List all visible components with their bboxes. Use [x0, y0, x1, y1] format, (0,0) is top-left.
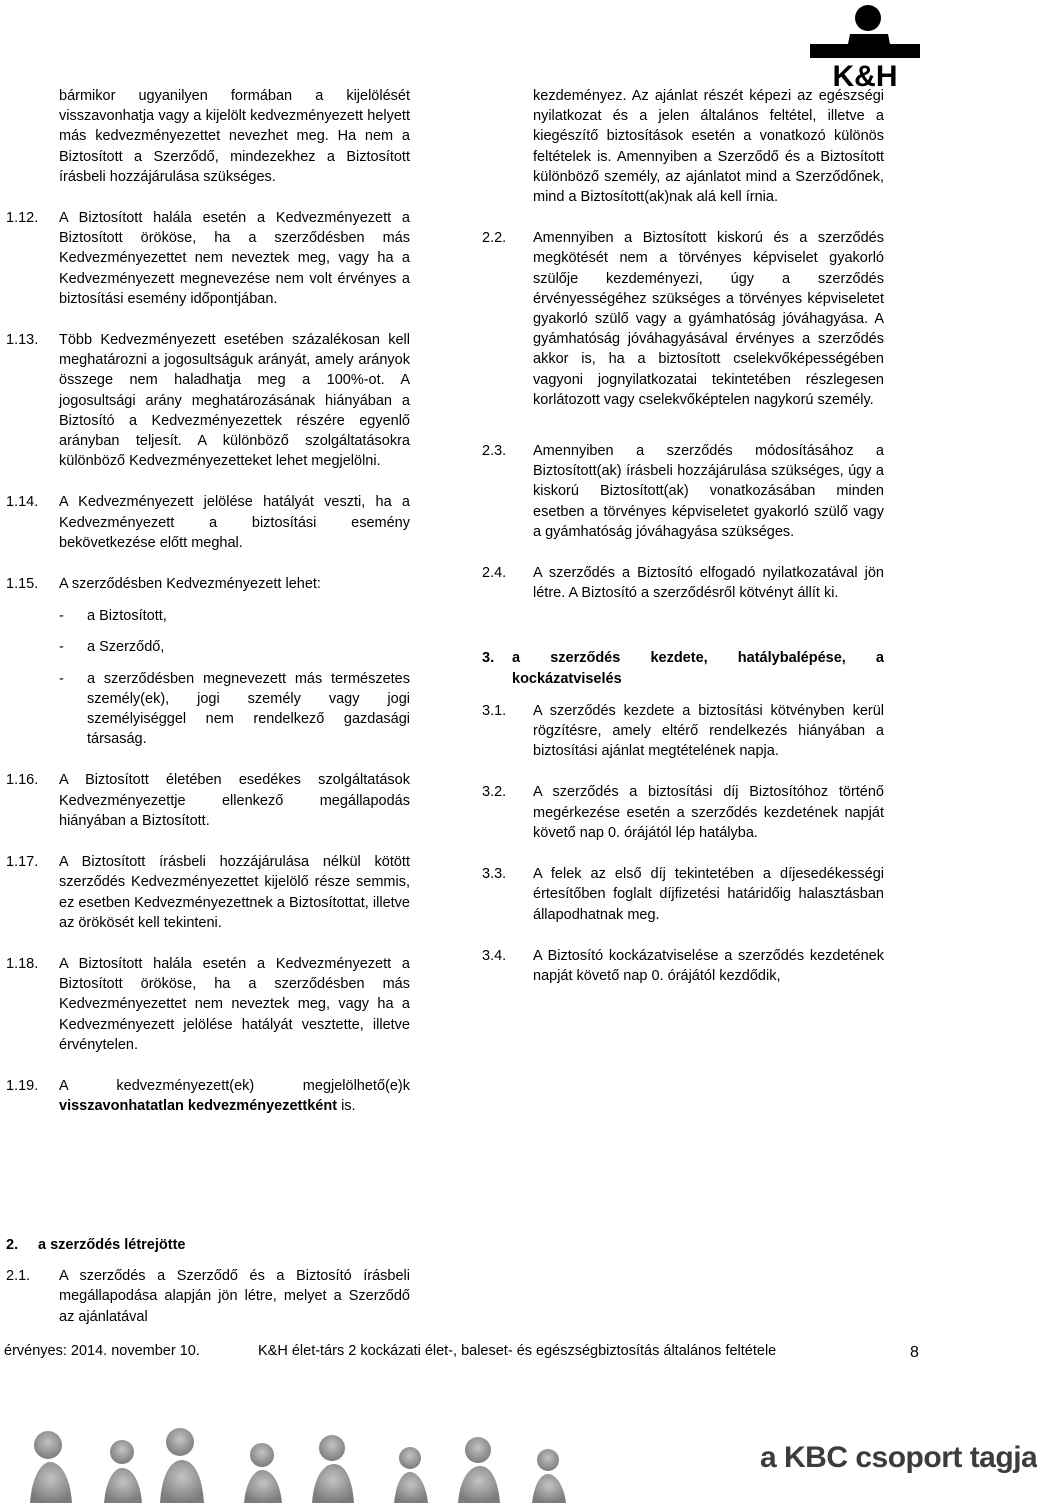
- section-2-1: [6, 1266, 410, 1327]
- section-number: 3.2.: [482, 784, 507, 801]
- heading-text: a szerződés kezdete, hatálybalépése, a kockázatviselés: [512, 650, 884, 687]
- section-number: 3.3.: [482, 866, 507, 883]
- section-text: A felek az első díj tekintetében a díjesedékességi értesítőben foglalt díjfizetési határidőig halasztásban állapodhatnak meg.: [533, 866, 884, 923]
- section-number: 1.16.: [6, 772, 39, 789]
- section-1-18: [6, 954, 410, 1055]
- section-number: 1.19.: [6, 1077, 39, 1094]
- section-3-2: [482, 782, 884, 843]
- footer-valid-date: érvényes: 2014. november 10.: [4, 1343, 200, 1359]
- section-text: A Kedvezményezett jelölése hatályát veszti, ha a Kedvezményezett a biztosítási esemény bekövetkezése előtt meghal.: [59, 494, 410, 551]
- section-3-1: [482, 701, 884, 762]
- section-1-15: [6, 574, 410, 594]
- section-text: A szerződés kezdete a biztosítási kötvényben kerül rögzítésre, amely eltérő rendelkezés hiányában a biztosítási ajánlat megtételének napja.: [533, 702, 884, 760]
- left-bottom: [6, 1235, 410, 1327]
- section-text: [59, 1076, 410, 1116]
- section-2-3: [482, 441, 884, 542]
- section-heading-3: [482, 648, 884, 688]
- right-column: [482, 86, 884, 986]
- section-1-19: [6, 1076, 410, 1116]
- footer-document-title: K&H élet-társ 2 kockázati élet-, baleset- és egészségbiztosítás általános feltétele: [258, 1343, 777, 1359]
- section-text-part: A kedvezményezett(ek) megjelölhető(e)k: [59, 1077, 410, 1094]
- section-number: 3.1.: [482, 702, 507, 719]
- section-1-12: [6, 208, 410, 309]
- dash-bullet: -: [59, 670, 64, 687]
- kbc-figures-graphic: [0, 1400, 620, 1503]
- section-2-4: [482, 563, 884, 603]
- list-item-text: a Biztosított,: [87, 608, 167, 625]
- list-item: [59, 637, 410, 657]
- section-number: 2.4.: [482, 565, 507, 582]
- dash-bullet: -: [59, 608, 64, 625]
- left-column: [6, 86, 410, 1116]
- heading-number: 2.: [6, 1237, 19, 1253]
- section-number: 1.12.: [6, 210, 39, 227]
- section-text: A Biztosító kockázatviselése a szerződés kezdetének napját követő nap 0. órájától kezdődik,: [533, 947, 884, 984]
- section-2-2: [482, 228, 884, 410]
- section-number: 2.1.: [6, 1268, 31, 1285]
- section-text: A szerződés a Szerződő és a Biztosító írásbeli megállapodása alapján jön létre, melyet a Szerződő az ajánlatával: [59, 1268, 410, 1325]
- bold-phrase: visszavonhatatlan kedvezményezettként: [59, 1098, 338, 1115]
- section-text: Amennyiben a Biztosított kiskorú és a szerződés megkötését nem a törvényes képviselet gyakorló szülője kezdeményezi, úgy a szerződés érvényességéhez szükséges a törvényes képviseletet gyakorló szülő vagy a gyámhatóság jóváhagyása. A gyámhatóság jóváhagyásával érvényes a szerződés akkor is, ha a biztosított cselekvőképességében vagyoni jognyilatkozatai tekintetében részlegesen korlátozott vagy cselekvőképtelen nagykorú személy.: [533, 230, 884, 408]
- section-heading-2: [6, 1235, 410, 1255]
- section-text: A Biztosított életében esedékes szolgáltatások Kedvezményezettje ellenkező megállapodás hiányában a Biztosított.: [59, 772, 410, 829]
- section-number: 1.14.: [6, 494, 39, 511]
- section-number: 2.2.: [482, 230, 507, 247]
- section-text: A Biztosított írásbeli hozzájárulása nélkül kötött szerződés Kedvezményezettet kijelölő része semmis, ez esetben Kedvezményezettnek a Biztosítottat, illetve az örökösét kell tekinteni.: [59, 854, 410, 931]
- section-number: 1.15.: [6, 576, 39, 593]
- section-1-17: [6, 852, 410, 933]
- section-text: A Biztosított halála esetén a Kedvezményezett a Biztosított örököse, ha a szerződésben más Kedvezményezettet nem neveztek meg, vagy ha a Kedvezményezett megnevezése nem volt érvényes a biztosítási esemény időpontjában.: [59, 210, 410, 307]
- list-item-text: a Szerződő,: [87, 639, 165, 656]
- kh-logo: [808, 4, 922, 93]
- section-number: 1.18.: [6, 955, 39, 972]
- dash-bullet: -: [59, 639, 64, 656]
- section-number: 3.4.: [482, 947, 507, 964]
- section-text: Több Kedvezményezett esetében százalékosan kell meghatározni a jogosultságuk arányát, amely arányok összege nem haladhatja meg a 100%-ot. A jogosultsági arány meghatározásának hiányában a Biztosító a Kedvezményezettek részére egyenlő arányban teljesít. A különböző szolgáltatásokra különböző Kedvezményezetteket lehet megjelölni.: [59, 332, 410, 470]
- section-1-13: [6, 330, 410, 471]
- list-item: [59, 669, 410, 750]
- section-text: A szerződésben Kedvezményezett lehet:: [59, 576, 321, 593]
- section-text: A Biztosított halála esetén a Kedvezményezett a Biztosított örököse, ha a szerződésben más Kedvezményezettet nem neveztek meg, vagy ha a Kedvezményezett jelölése hatályát vesztette, illetve érvénytelen.: [59, 955, 410, 1053]
- heading-text: a szerződés létrejötte: [38, 1237, 186, 1253]
- left-intro: bármikor ugyanilyen formában a kijelölését visszavonhatja vagy a kijelölt kedvezményezett helyett más kedvezményezettet nevezhet meg. Ha nem a Biztosított a Szerződő, mindezekhez a Biztosított írásbeli hozzájárulása szükséges.: [59, 88, 410, 185]
- section-number: 1.17.: [6, 854, 39, 871]
- section-text-part: is.: [341, 1098, 356, 1115]
- kbc-tagline: a KBC csoport tagja: [760, 1441, 1037, 1474]
- section-3-3: [482, 864, 884, 925]
- list-item-text: a szerződésben megnevezett más természetes személy(ek), jogi személy vagy jogi személyiséggel nem rendelkező gazdasági társaság.: [87, 670, 410, 748]
- page-number: 8: [910, 1344, 919, 1361]
- right-intro: kezdeményez. Az ajánlat részét képezi az egészségi nyilatkozat és a jelen általános feltétel, illetve a kiegészítő biztosítások esetén a vonatkozó különös feltételek is. Amennyiben a Szerződő és a Biztosított különböző személy, az ajánlatot mind a Szerződőnek, mind a Biztosított(ak)nak alá kell írnia.: [533, 88, 884, 206]
- list-item: [59, 606, 410, 626]
- section-1-14: [6, 492, 410, 553]
- section-number: 1.13.: [6, 332, 39, 349]
- section-1-16: [6, 770, 410, 831]
- section-3-4: [482, 946, 884, 986]
- heading-number: 3.: [482, 650, 495, 667]
- section-text: Amennyiben a szerződés módosításához a Biztosított(ak) írásbeli hozzájárulása szükséges, úgy a kiskorú Biztosított(ak) vonatkozásában minden esetben a törvényes képviseletet gyakorló szülő vagy a gyámhatóság jóváhagyása szükséges.: [533, 443, 884, 540]
- section-number: 2.3.: [482, 443, 507, 460]
- section-text: A szerződés a Biztosító elfogadó nyilatkozatával jön létre. A Biztosító a szerződésről kötvényt állít ki.: [533, 565, 884, 602]
- section-text: A szerződés a biztosítási díj Biztosítóhoz történő megérkezése esetén a szerződés kezdetének napját követő nap 0. órájától lép hatályba.: [533, 784, 884, 841]
- logo-text: K&H: [832, 60, 898, 93]
